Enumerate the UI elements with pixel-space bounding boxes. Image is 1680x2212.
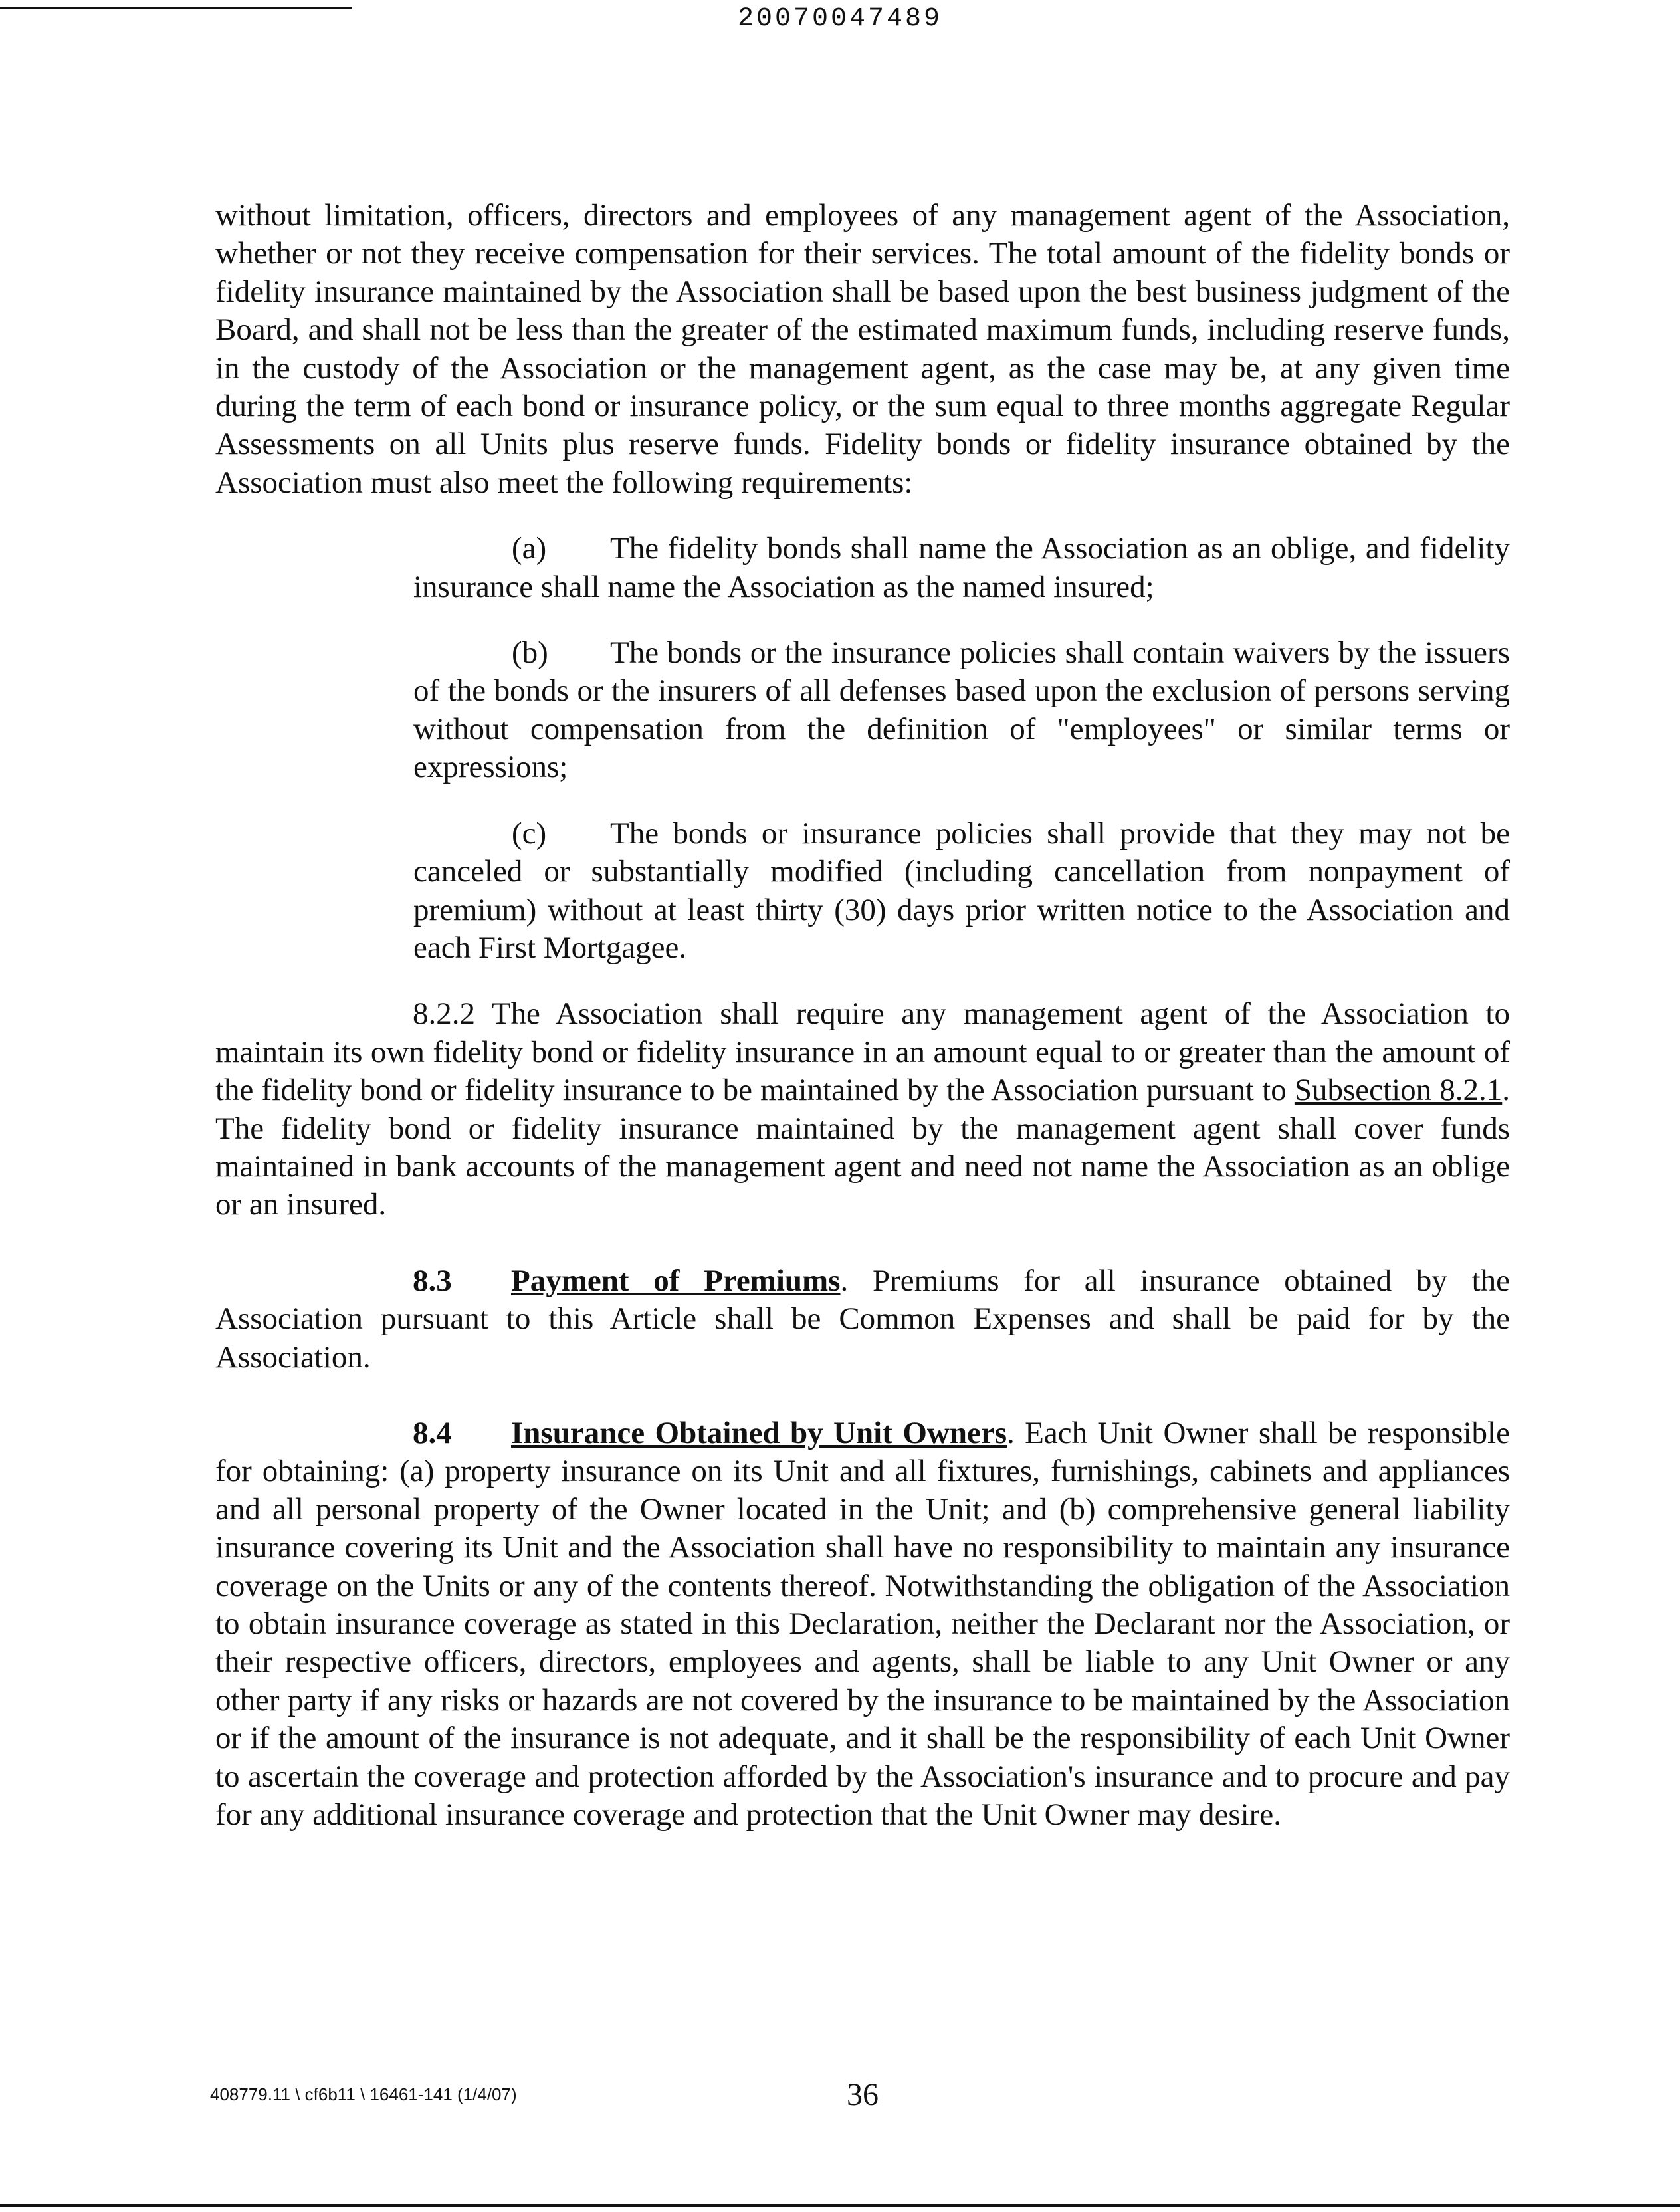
section-title: Payment of Premiums: [511, 1263, 841, 1298]
document-number: 20070047489: [737, 4, 943, 34]
section-8-3: [215, 1262, 1510, 1377]
item-text: The fidelity bonds shall name the Association as an oblige, and fidelity insurance shall name the Association as the named insured;: [413, 531, 1510, 604]
item-marker: (b): [512, 635, 548, 671]
footer-document-id: 408779.11 \ cf6b11 \ 16461-141 (1/4/07): [210, 2084, 517, 2104]
page-number: 36: [847, 2077, 879, 2112]
section-8-4: [215, 1414, 1510, 1834]
item-marker: (c): [512, 816, 547, 851]
subsection-8-2-2: [215, 995, 1510, 1224]
section-number: 8.3: [413, 1263, 452, 1298]
section-text: . Each Unit Owner shall be responsible for obtaining: (a) property insurance on its Unit and all fixtures, furnishings, cabinets and appliances and all personal property of the Owner located in the Unit; and (b) comprehensive general liability insurance covering its Unit and the Association shall have no responsibility to maintain any insurance coverage on the Units or any of the contents thereof. Notwithstanding the obligation of the Association to obtain insurance coverage as stated in this Declaration, neither the Declarant nor the Association, or their respective officers, directors, employees and agents, shall be liable to any Unit Owner or any other party if any risks or hazards are not covered by the insurance to be maintained by the Association or if the amount of the insurance is not adequate, and it shall be the responsibility of each Unit Owner to ascertain the coverage and protection afforded by the Association's insurance and to procure and pay for any additional insurance coverage and protection that the Unit Owner may desire.: [215, 1415, 1510, 1832]
requirement-item-c: [413, 815, 1510, 968]
subsection-number: 8.2.2: [413, 996, 475, 1032]
requirement-item-a: [413, 530, 1510, 606]
intro-paragraph: without limitation, officers, directors and employees of any management agent of the Association, whether or not they receive compensation for their services. The total amount of the fidelity bonds or fidelity insurance maintained by the Association shall be based upon the best business judgment of the Board, and shall not be less than the greater of the estimated maximum funds, including reserve funds, in the custody of the Association or the management agent, as the case may be, at any given time during the term of each bond or insurance policy, or the sum equal to three months aggregate Regular Assessments on all Units plus reserve funds. Fidelity bonds or fidelity insurance obtained by the Association must also meet the following requirements:: [215, 198, 1510, 500]
subsection-text: The Association shall require any management agent of the Association to maintain its own fidelity bond or fidelity insurance in an amount equal to or greater than the amount of the fidelity bond or fidelity insurance to be maintained by the Association pursuant to: [215, 996, 1510, 1108]
section-text: . Premiums for all insurance obtained by the Association pursuant to this Article shall be Common Expenses and shall be paid for by the Association.: [215, 1263, 1510, 1375]
section-number: 8.4: [413, 1415, 452, 1450]
subsection-reference: Subsection 8.2.1: [1294, 1073, 1503, 1108]
requirement-item-b: [413, 634, 1510, 787]
bottom-rule: [0, 2204, 1680, 2207]
page-body: [215, 197, 1510, 1872]
item-text: The bonds or insurance policies shall provide that they may not be canceled or substantially modified (including cancellation from nonpayment of premium) without at least thirty (30) days prior written notice to the Association and each First Mortgagee.: [413, 816, 1510, 965]
item-marker: (a): [512, 531, 547, 566]
section-title: Insurance Obtained by Unit Owners: [511, 1415, 1007, 1450]
item-text: The bonds or the insurance policies shall contain waivers by the issuers of the bonds or the insurers of all defenses based upon the exclusion of persons serving without compensation from the definition of "employees" or similar terms or expressions;: [413, 635, 1510, 785]
subsection-text-continued: . The fidelity bond or fidelity insurance maintained by the management agent shall cover funds maintained in bank accounts of the management agent and need not name the Association as an oblige or an insured.: [215, 1073, 1511, 1222]
